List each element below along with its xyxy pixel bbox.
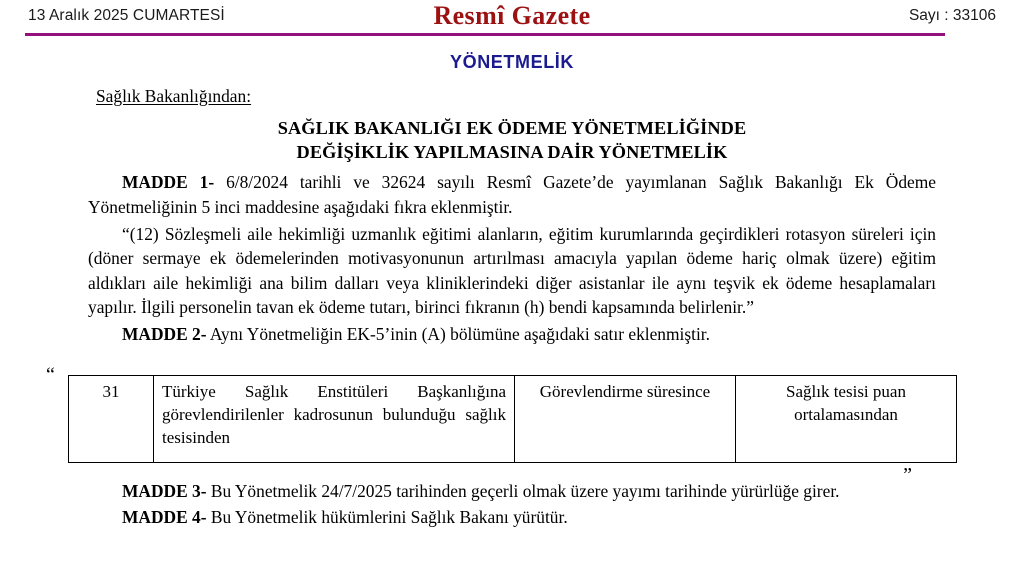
document-title-line-2: DEĞİŞİKLİK YAPILMASINA DAİR YÖNETMELİK: [296, 142, 728, 163]
section-heading: YÖNETMELİK: [449, 52, 574, 72]
publication-date: 13 Aralık 2025 CUMARTESİ: [28, 7, 225, 24]
article-4: [88, 505, 936, 529]
annex-table-block: [46, 364, 936, 486]
table-cell-description: Türkiye Sağlık Enstitüleri Başkanlığına görevlendirilenler kadrosunun bulunduğu sağlık tesisinden: [154, 376, 515, 463]
document-title-line-1: SAĞLIK BAKANLIĞI EK ÖDEME YÖNETMELİĞİNDE: [277, 118, 747, 139]
masthead: [0, 0, 1024, 34]
masthead-divider: [25, 33, 945, 36]
article-2-label: MADDE 2-: [122, 324, 207, 345]
article-1-text: 6/8/2024 tarihli ve 32624 sayılı Resmî Gazete’de yayımlanan Sağlık Bakanlığı Ek Ödeme Yönetmeliğinin 5 inci maddesine aşağıdaki fıkra eklenmiştir.: [88, 172, 936, 217]
issue-number: Sayı : 33106: [908, 7, 996, 24]
annex-table: [68, 375, 957, 463]
article-3: [88, 479, 936, 503]
gazette-title: Resmî Gazete: [433, 1, 591, 30]
article-1-label: MADDE 1-: [122, 172, 215, 193]
article-2-text: Aynı Yönetmeliğin EK-5’inin (A) bölümüne aşağıdaki satır eklenmiştir.: [206, 324, 710, 345]
issuing-authority: Sağlık Bakanlığından:: [96, 86, 252, 106]
table-cell-row-number: 31: [69, 376, 154, 463]
quote-close-mark: ”: [903, 464, 912, 486]
article-1: [88, 170, 936, 219]
article-4-text: Bu Yönetmelik hükümlerini Sağlık Bakanı yürütür.: [206, 507, 568, 528]
quote-open-mark: “: [46, 364, 55, 386]
article-3-label: MADDE 3-: [122, 481, 207, 501]
clause-12: “(12) Sözleşmeli aile hekimliği uzmanlık eğitimi alanların, eğitim kurumlarında geçirdikleri rotasyon süreleri için (döner sermaye ek ödemelerinden motivasyonunun artırılması amacıyla yapılan ödeme hariç olmak üzere) eğitim aldıkları aile hekimliği ana bilim dalları veya kliniklerindeki diğer asistanlar ile aynı teşvik ek ödeme hesaplamaları yapılır. İlgili personelin tavan ek ödeme tutarı, birinci fıkranın (h) bendi kapsamında belirlenir.”: [88, 224, 936, 318]
table-row: [69, 376, 957, 463]
article-3-text: Bu Yönetmelik 24/7/2025 tarihinden geçerli olmak üzere yayımı tarihinde yürürlüğe girer.: [206, 481, 840, 501]
document-title: [88, 116, 936, 164]
document-body: [46, 84, 936, 528]
closing-articles: [88, 479, 936, 532]
table-cell-duration: Görevlendirme süresince: [515, 376, 736, 463]
article-4-label: MADDE 4-: [122, 507, 207, 528]
table-cell-basis: Sağlık tesisi puan ortalamasından: [736, 376, 957, 463]
article-2: [88, 322, 936, 346]
